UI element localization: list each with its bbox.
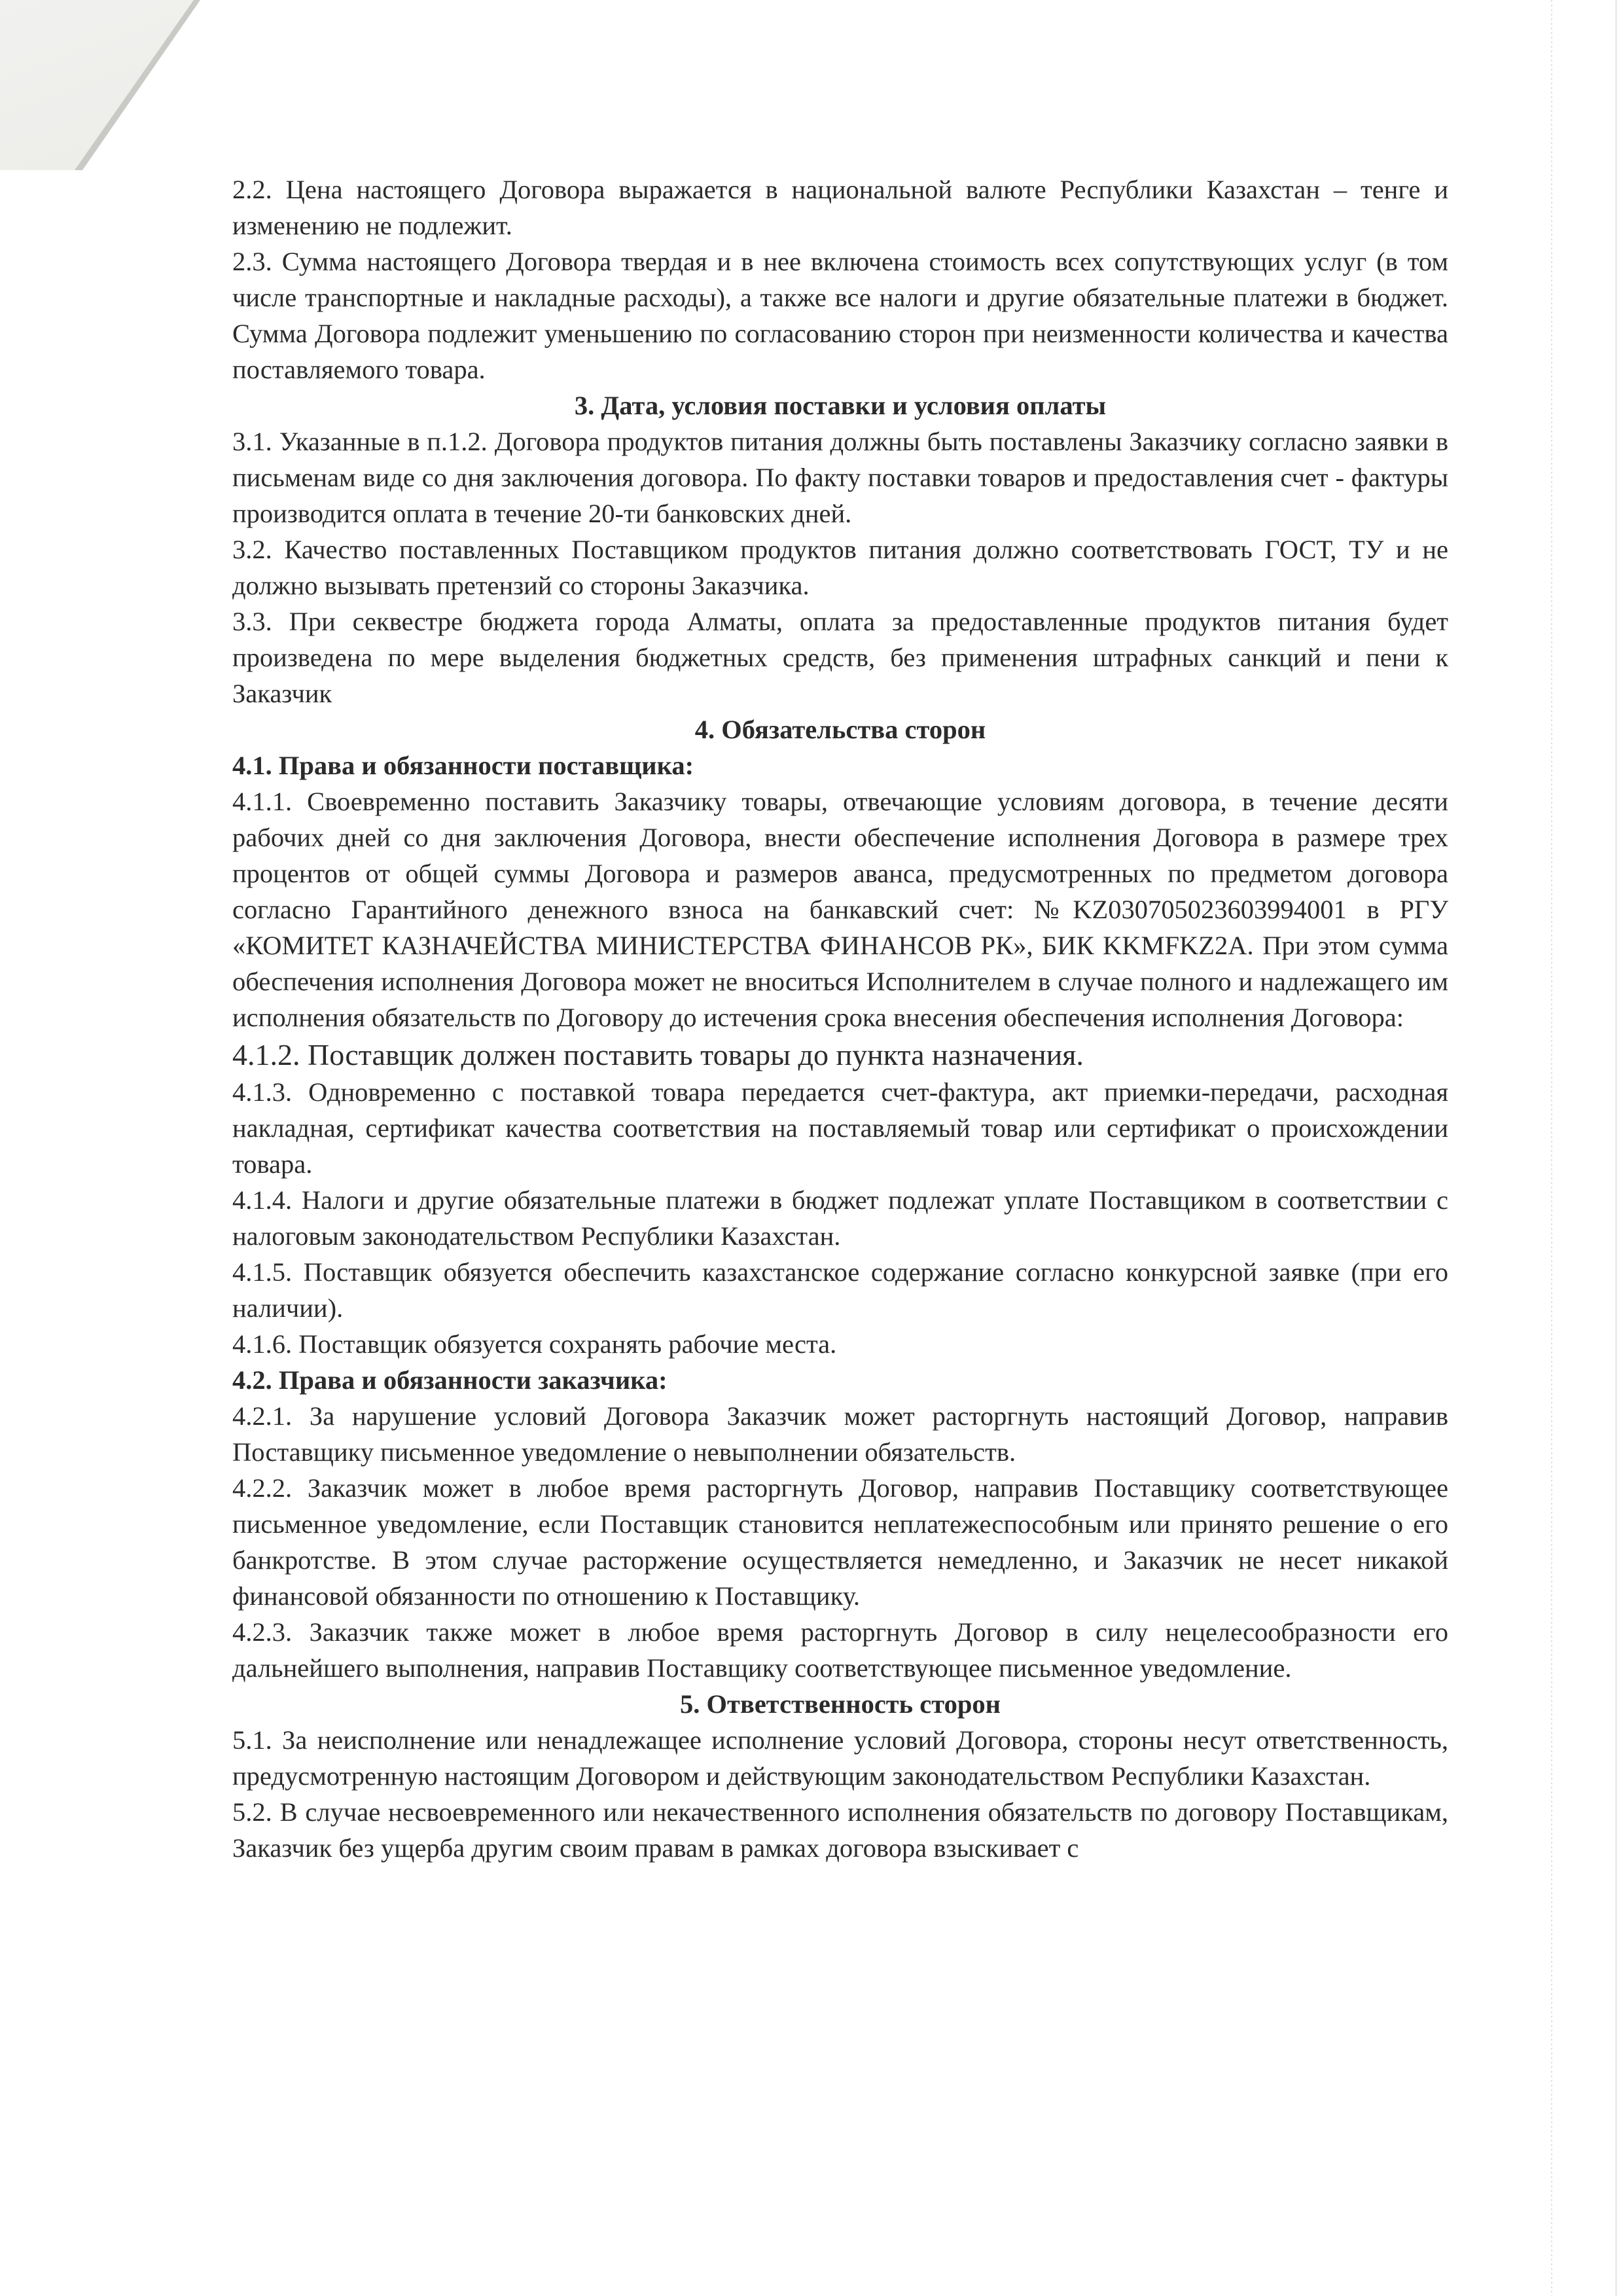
clause-4-1-2: 4.1.2. Поставщик должен поставить товары до пункта назначения. [232, 1038, 1084, 1071]
contract-page [232, 171, 1448, 1866]
clause-3-3: 3.3. При секвестре бюджета города Алматы, оплата за предоставленные продуктов питания будет произведена по мере выделения бюджетных средств, без применения штрафных санкций и пени к Заказчик [232, 607, 1448, 708]
clause-3-1: 3.1. Указанные в п.1.2. Договора продуктов питания должны быть поставлены Заказчику согласно заявки в письменам виде со дня заключения договора. По факту поставки товаров и предоставления счет - фактуры производится оплата в течение 20-ти банковских дней. [232, 427, 1448, 528]
subsection-4-1-heading: 4.1. Права и обязанности поставщика: [232, 751, 694, 780]
clause-4-1-5: 4.1.5. Поставщик обязуется обеспечить казахстанское содержание согласно конкурсной заявке (при его наличии). [232, 1257, 1448, 1323]
clause-4-1-6: 4.1.6. Поставщик обязуется сохранять рабочие места. [232, 1329, 837, 1359]
section-3-heading: 3. Дата, условия поставки и условия оплаты [574, 391, 1107, 420]
clause-4-1-4: 4.1.4. Налоги и другие обязательные платежи в бюджет подлежат уплате Поставщиком в соответствии с налоговым законодательством Республики Казахстан. [232, 1185, 1448, 1251]
clause-2-2: 2.2. Цена настоящего Договора выражается в национальной валюте Республики Казахстан – тенге и изменению не подлежит. [232, 175, 1448, 240]
clause-2-3: 2.3. Сумма настоящего Договора твердая и в нее включена стоимость всех сопутствующих услуг (в том числе транспортные и накладные расходы), а также все налоги и другие обязательные платежи в бюджет. Сумма Договора подлежит уменьшению по согласованию сторон при неизменности количества и качества поставляемого товара. [232, 247, 1448, 384]
clause-4-2-1: 4.2.1. За нарушение условий Договора Заказчик может расторгнуть настоящий Договор, направив Поставщику письменное уведомление о невыполнении обязательств. [232, 1401, 1448, 1467]
clause-4-2-3: 4.2.3. Заказчик также может в любое время расторгнуть Договор в силу нецелесообразности его дальнейшего выполнения, направив Поставщику соответствующее письменное уведомление. [232, 1617, 1448, 1683]
clause-5-1: 5.1. За неисполнение или ненадлежащее исполнение условий Договора, стороны несут ответственность, предусмотренную настоящим Договором и действующим законодательством Республики Казахстан. [232, 1725, 1448, 1791]
clause-5-2: 5.2. В случае несвоевременного или некачественного исполнения обязательств по договору Поставщикам, Заказчик без ущерба другим своим правам в рамках договора взыскивает с [232, 1797, 1448, 1863]
scan-page-edge [1615, 0, 1617, 2296]
scan-artifact-line [1551, 0, 1552, 2296]
section-4-heading: 4. Обязательства сторон [694, 715, 986, 744]
clause-3-2: 3.2. Качество поставленных Поставщиком продуктов питания должно соответствовать ГОСТ, ТУ и не должно вызывать претензий со стороны Заказчика. [232, 535, 1448, 600]
clause-4-1-3: 4.1.3. Одновременно с поставкой товара передается счет-фактура, акт приемки-передачи, расходная накладная, сертификат качества соответствия на поставляемый товар или сертификат о происхождении товара. [232, 1077, 1448, 1179]
clause-4-1-1: 4.1.1. Своевременно поставить Заказчику товары, отвечающие условиям договора, в течение десяти рабочих дней со дня заключения Договора, внести обеспечение исполнения Договора в размере трех процентов от общей суммы Договора и размеров аванса, предусмотренных по предметом договора согласно Гарантийного денежного взноса на банкавский счет: №KZ030705023603994001 в РГУ «КОМИТЕТ КАЗНАЧЕЙСТВА МИНИСТЕРСТВА ФИНАНСОВ РК», БИК KKMFKZ2A. При этом сумма обеспечения исполнения Договора может не вноситься Исполнителем в случае полного и надлежащего им исполнения обязательств по Договору до истечения срока внесения обеспечения исполнения Договора: [232, 787, 1448, 1032]
section-5-heading: 5. Ответственность сторон [680, 1689, 1001, 1719]
clause-4-2-2: 4.2.2. Заказчик может в любое время расторгнуть Договор, направив Поставщику соответствующее письменное уведомление, если Поставщик становится неплатежеспособным или принято решение о его банкротстве. В этом случае расторжение осуществляется немедленно, и Заказчик не несет никакой финансовой обязанности по отношению к Поставщику. [232, 1473, 1448, 1611]
subsection-4-2-heading: 4.2. Права и обязанности заказчика: [232, 1365, 668, 1395]
